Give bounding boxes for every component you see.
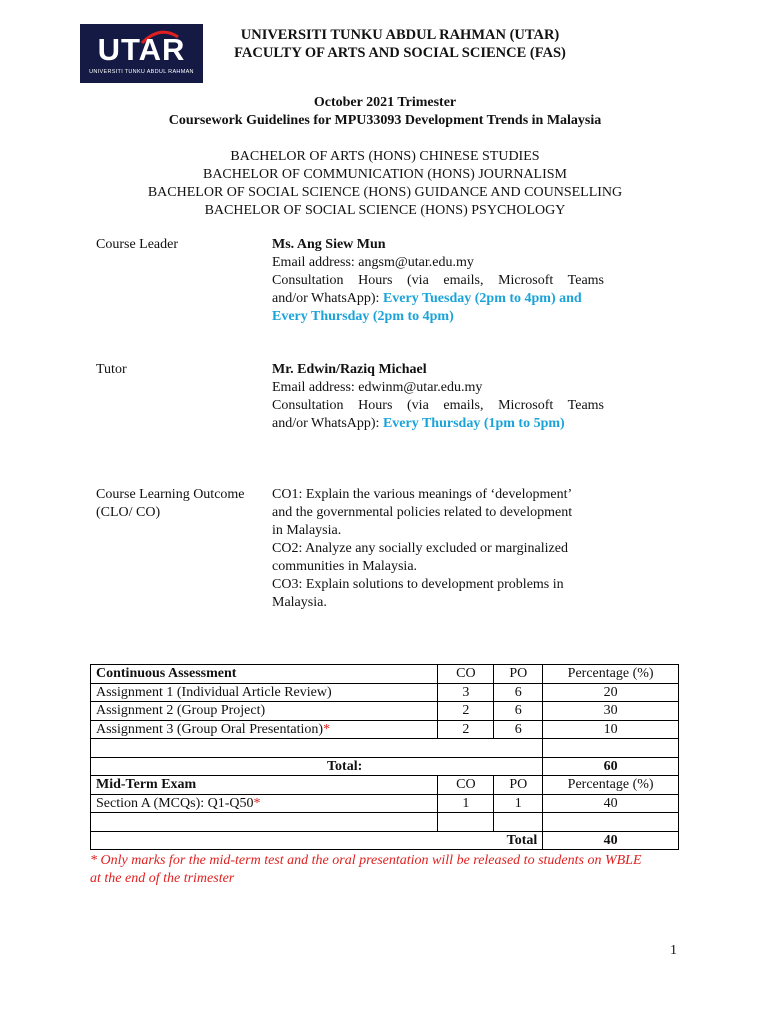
tutor-hours: Consultation Hours (via emails, Microsoft Teams (272, 398, 604, 413)
clo-line: in Malaysia. (272, 523, 342, 538)
ca-header-co: CO (438, 665, 494, 684)
course-leader-label: Course Leader (96, 237, 179, 252)
logo-subtitle: UNIVERSITI TUNKU ABDUL RAHMAN (89, 69, 194, 75)
tutor-email: Email address: edwinm@utar.edu.my (272, 380, 483, 395)
assessment-po: 6 (494, 683, 543, 702)
hours-prefix: and/or WhatsApp): (272, 291, 383, 306)
course-leader-name: Ms. Ang Siew Mun (272, 237, 386, 252)
mt-header-co: CO (438, 776, 494, 795)
assessment-pct: 10 (543, 720, 679, 739)
assessment-po: 6 (494, 720, 543, 739)
ca-header-title: Continuous Assessment (91, 665, 438, 684)
clo-label (96, 486, 245, 522)
clo-line: CO2: Analyze any socially excluded or marginalized (272, 541, 568, 556)
clo-line: and the governmental policies related to development (272, 505, 573, 520)
clo-line: Malaysia. (272, 595, 327, 610)
clo-list (272, 486, 612, 612)
programme-item: BACHELOR OF COMMUNICATION (HONS) JOURNALISM (202, 167, 568, 182)
table-empty-row (91, 813, 679, 832)
tutor-details (272, 361, 604, 433)
mt-header-po: PO (494, 776, 543, 795)
assessment-co: 1 (438, 794, 494, 813)
page-number: 1 (670, 943, 677, 958)
assessment-name: Assignment 3 (Group Oral Presentation)* (91, 720, 438, 739)
assessment-po: 6 (494, 702, 543, 721)
assessment-pct: 20 (543, 683, 679, 702)
university-name: UNIVERSITI TUNKU ABDUL RAHMAN (UTAR) (240, 27, 560, 43)
assessment-name: Assignment 1 (Individual Article Review) (91, 683, 438, 702)
footnote-line: at the end of the trimester (90, 871, 235, 886)
ca-header-po: PO (494, 665, 543, 684)
course-leader-hours: Consultation Hours (via emails, Microsoft Teams (272, 273, 604, 288)
table-row (91, 720, 679, 739)
logo-word: UTAR (97, 32, 186, 67)
tutor-name: Mr. Edwin/Raziq Michael (272, 362, 427, 377)
mt-total-row (91, 831, 679, 850)
assessment-co: 2 (438, 702, 494, 721)
course-leader-hours-line2 (272, 290, 604, 308)
clo-label-line: Course Learning Outcome (96, 487, 245, 502)
assessment-pct: 30 (543, 702, 679, 721)
table-row (91, 683, 679, 702)
programme-item: BACHELOR OF SOCIAL SCIENCE (HONS) PSYCHOLOGY (204, 203, 566, 218)
assessment-name: Section A (MCQs): Q1-Q50* (91, 794, 438, 813)
table-row (91, 702, 679, 721)
tutor-label: Tutor (96, 362, 127, 377)
tutor-hours-line2 (272, 415, 604, 433)
mt-header-title: Mid-Term Exam (91, 776, 438, 795)
hours-highlight: Every Thursday (1pm to 5pm) (382, 416, 565, 431)
faculty-name: FACULTY OF ARTS AND SOCIAL SCIENCE (FAS) (234, 45, 566, 61)
ca-total-value: 60 (543, 757, 679, 776)
programme-item: BACHELOR OF SOCIAL SCIENCE (HONS) GUIDANCE AND COUNSELLING (147, 185, 623, 200)
mt-header-pct: Percentage (%) (543, 776, 679, 795)
ca-total-row (91, 757, 679, 776)
assessment-table (90, 664, 679, 850)
table-header-row (91, 665, 679, 684)
clo-line: CO1: Explain the various meanings of ‘development’ (272, 487, 573, 502)
table-header-row (91, 776, 679, 795)
clo-line: communities in Malaysia. (272, 559, 418, 574)
utar-logo (80, 24, 203, 83)
document-title (90, 94, 680, 130)
table-empty-row (91, 739, 679, 758)
assessment-co: 2 (438, 720, 494, 739)
course-leader-details (272, 236, 604, 326)
clo-label-line: (CLO/ CO) (96, 505, 161, 520)
document-header (215, 26, 585, 62)
assessment-co: 3 (438, 683, 494, 702)
assessment-pct: 40 (543, 794, 679, 813)
assessment-name: Assignment 2 (Group Project) (91, 702, 438, 721)
footnote-line: * Only marks for the mid-term test and the oral presentation will be released to students on WBLE (90, 853, 642, 868)
mt-total-value: 40 (543, 831, 679, 850)
trimester-title: October 2021 Trimester (313, 95, 457, 110)
ca-header-pct: Percentage (%) (543, 665, 679, 684)
mt-total-label: Total (91, 831, 543, 850)
course-leader-email: Email address: angsm@utar.edu.my (272, 255, 474, 270)
ca-total-label: Total: (91, 757, 543, 776)
clo-line: CO3: Explain solutions to development problems in (272, 577, 564, 592)
assessment-po: 1 (494, 794, 543, 813)
course-leader-hours-line3: Every Thursday (2pm to 4pm) (272, 309, 454, 324)
hours-prefix: and/or WhatsApp): (272, 416, 383, 431)
hours-highlight: Every Tuesday (2pm to 4pm) and (382, 291, 582, 306)
table-row (91, 794, 679, 813)
programme-list (90, 148, 680, 220)
guidelines-title: Coursework Guidelines for MPU33093 Development Trends in Malaysia (168, 113, 602, 128)
footnote (90, 852, 690, 888)
programme-item: BACHELOR OF ARTS (HONS) CHINESE STUDIES (230, 149, 540, 164)
